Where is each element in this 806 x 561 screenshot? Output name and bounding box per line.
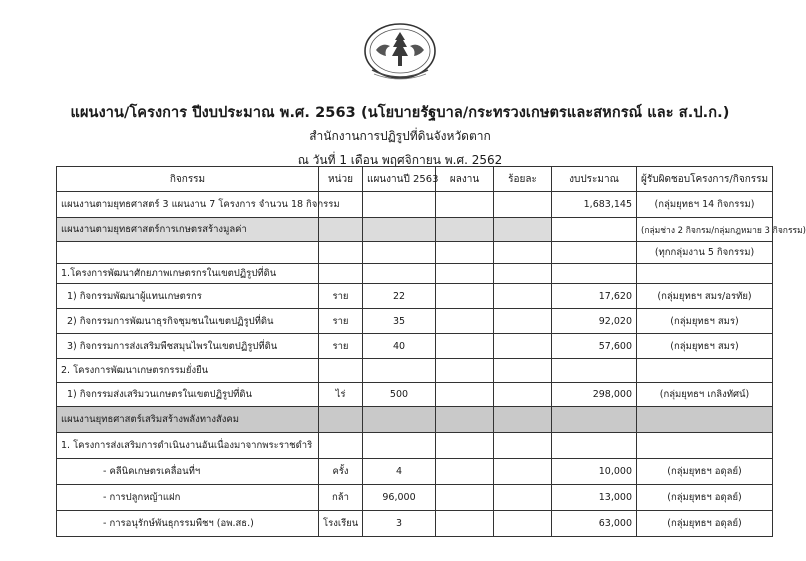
cell-responsible: (กลุ่มยุทธฯ อดุลย์)	[637, 459, 773, 485]
cell-unit	[319, 242, 363, 264]
cell-responsible: (กลุ่มยุทธฯ อดุลย์)	[637, 485, 773, 511]
table-row	[57, 459, 773, 485]
cell-plan	[363, 359, 436, 383]
col-header-percent: ร้อยละ	[494, 167, 552, 192]
cell-plan: 4	[363, 459, 436, 485]
cell-plan	[363, 264, 436, 284]
department-seal	[362, 20, 438, 86]
cell-responsible: (กลุ่มยุทธฯ เกลิงทัศน์)	[637, 383, 773, 407]
cell-unit	[319, 359, 363, 383]
cell-plan: 3	[363, 511, 436, 537]
cell-activity: 1) กิจกรรมพัฒนาผู้แทนเกษตรกร	[57, 284, 319, 309]
col-header-result: ผลงาน	[436, 167, 494, 192]
cell-responsible	[637, 359, 773, 383]
cell-result	[436, 459, 494, 485]
cell-activity: แผนงานตามยุทธศาสตร์ 3 แผนงาน 7 โครงการ จำนวน 18 กิจกรรม	[57, 192, 319, 218]
cell-unit	[319, 264, 363, 284]
cell-responsible: (กลุ่มยุทธฯ 14 กิจกรรม)	[637, 192, 773, 218]
cell-percent	[494, 433, 552, 459]
table-row	[57, 383, 773, 407]
cell-result	[436, 383, 494, 407]
cell-responsible: (กลุ่มยุทธฯ อดุลย์)	[637, 511, 773, 537]
cell-percent	[494, 407, 552, 433]
cell-responsible: (กลุ่มยุทธฯ สมร)	[637, 309, 773, 334]
cell-responsible	[637, 407, 773, 433]
plan-table	[56, 166, 806, 537]
cell-unit: ราย	[319, 284, 363, 309]
cell-unit	[319, 218, 363, 242]
cell-budget	[552, 407, 637, 433]
table-row	[57, 334, 773, 359]
cell-activity: - คลีนิคเกษตรเคลื่อนที่ฯ	[57, 459, 319, 485]
cell-activity: แผนงานตามยุทธศาสตร์การเกษตรสร้างมูลค่า	[57, 218, 319, 242]
cell-result	[436, 334, 494, 359]
table-row	[57, 242, 773, 264]
cell-responsible	[637, 433, 773, 459]
cell-plan: 500	[363, 383, 436, 407]
document-title: แผนงาน/โครงการ ปีงบประมาณ พ.ศ. 2563 (นโยบายรัฐบาล/กระทรวงเกษตรและสหกรณ์ และ ส.ป.ก.)	[70, 105, 730, 121]
cell-plan	[363, 433, 436, 459]
cell-unit	[319, 433, 363, 459]
cell-responsible: (กลุ่มยุทธฯ สมร)	[637, 334, 773, 359]
cell-activity: แผนงานยุทธศาสตร์เสริมสร้างพลังทางสังคม	[57, 407, 319, 433]
table-row	[57, 407, 773, 433]
cell-unit: กล้า	[319, 485, 363, 511]
cell-budget	[552, 433, 637, 459]
cell-responsible: (กลุ่มยุทธฯ สมร/อรทัย)	[637, 284, 773, 309]
table-row	[57, 264, 773, 284]
cell-result	[436, 192, 494, 218]
cell-percent	[494, 334, 552, 359]
cell-plan	[363, 407, 436, 433]
cell-percent	[494, 359, 552, 383]
table-row	[57, 433, 773, 459]
cell-result	[436, 309, 494, 334]
cell-responsible: (ทุกกลุ่มงาน 5 กิจกรรม)	[637, 242, 773, 264]
cell-budget: 13,000	[552, 485, 637, 511]
office-name: สำนักงานการปฏิรูปที่ดินจังหวัดตาก	[309, 129, 491, 143]
table-row	[57, 485, 773, 511]
cell-result	[436, 218, 494, 242]
table-row	[57, 192, 773, 218]
cell-plan: 22	[363, 284, 436, 309]
cell-percent	[494, 218, 552, 242]
cell-plan	[363, 242, 436, 264]
table-row	[57, 359, 773, 383]
cell-unit: โรงเรียน	[319, 511, 363, 537]
cell-plan	[363, 192, 436, 218]
col-header-budget: งบประมาณ	[552, 167, 637, 192]
cell-unit	[319, 407, 363, 433]
cell-percent	[494, 485, 552, 511]
cell-result	[436, 264, 494, 284]
cell-budget: 63,000	[552, 511, 637, 537]
cell-activity: 3) กิจกรรมการส่งเสริมพืชสมุนไพรในเขตปฏิรูปที่ดิน	[57, 334, 319, 359]
table-row	[57, 309, 773, 334]
cell-budget: 298,000	[552, 383, 637, 407]
table-row	[57, 284, 773, 309]
col-header-unit: หน่วย	[319, 167, 363, 192]
cell-unit: ไร่	[319, 383, 363, 407]
cell-percent	[494, 192, 552, 218]
cell-unit: ราย	[319, 334, 363, 359]
cell-result	[436, 511, 494, 537]
cell-unit: ราย	[319, 309, 363, 334]
cell-responsible	[637, 264, 773, 284]
cell-percent	[494, 242, 552, 264]
col-header-responsible: ผู้รับผิดชอบโครงการ/กิจกรรม	[637, 167, 773, 192]
cell-result	[436, 359, 494, 383]
report-date: ณ วันที่ 1 เดือน พฤศจิกายน พ.ศ. 2562	[297, 153, 503, 167]
cell-budget: 1,683,145	[552, 192, 637, 218]
cell-unit: ครั้ง	[319, 459, 363, 485]
cell-activity: 1.โครงการพัฒนาศักยภาพเกษตรกรในเขตปฏิรูปที่ดิน	[57, 264, 319, 284]
cell-budget	[552, 264, 637, 284]
col-header-activity: กิจกรรม	[57, 167, 319, 192]
table-header-row	[57, 167, 773, 192]
cell-budget: 17,620	[552, 284, 637, 309]
cell-activity: 1) กิจกรรมส่งเสริมวนเกษตรในเขตปฏิรูปที่ดิน	[57, 383, 319, 407]
cell-activity: - การปลูกหญ้าแฝก	[57, 485, 319, 511]
cell-result	[436, 485, 494, 511]
cell-activity: 2) กิจกรรมการพัฒนาธุรกิจชุมชนในเขตปฏิรูปที่ดิน	[57, 309, 319, 334]
cell-activity: 2. โครงการพัฒนาเกษตรกรรมยั่งยืน	[57, 359, 319, 383]
cell-result	[436, 407, 494, 433]
cell-result	[436, 433, 494, 459]
cell-plan: 96,000	[363, 485, 436, 511]
cell-plan: 40	[363, 334, 436, 359]
cell-percent	[494, 383, 552, 407]
cell-result	[436, 284, 494, 309]
col-header-plan: แผนงานปี 2563	[363, 167, 436, 192]
cell-activity: 1. โครงการส่งเสริมการดำเนินงานอันเนื่องมาจากพระราชดำริ	[57, 433, 319, 459]
cell-percent	[494, 284, 552, 309]
cell-responsible: (กลุ่มช่าง 2 กิจกรม/กลุ่มกฎหมาย 3 กิจกรรม)	[637, 218, 773, 242]
cell-plan	[363, 218, 436, 242]
cell-budget	[552, 242, 637, 264]
cell-budget: 10,000	[552, 459, 637, 485]
cell-result	[436, 242, 494, 264]
cell-budget: 92,020	[552, 309, 637, 334]
cell-budget: 57,600	[552, 334, 637, 359]
cell-plan: 35	[363, 309, 436, 334]
cell-budget	[552, 359, 637, 383]
cell-activity	[57, 242, 319, 264]
table-row	[57, 511, 773, 537]
cell-percent	[494, 309, 552, 334]
cell-activity: - การอนุรักษ์พันธุกรรมพืชฯ (อพ.สธ.)	[57, 511, 319, 537]
table-row	[57, 218, 773, 242]
cell-percent	[494, 511, 552, 537]
cell-percent	[494, 459, 552, 485]
cell-percent	[494, 264, 552, 284]
cell-budget	[552, 218, 637, 242]
